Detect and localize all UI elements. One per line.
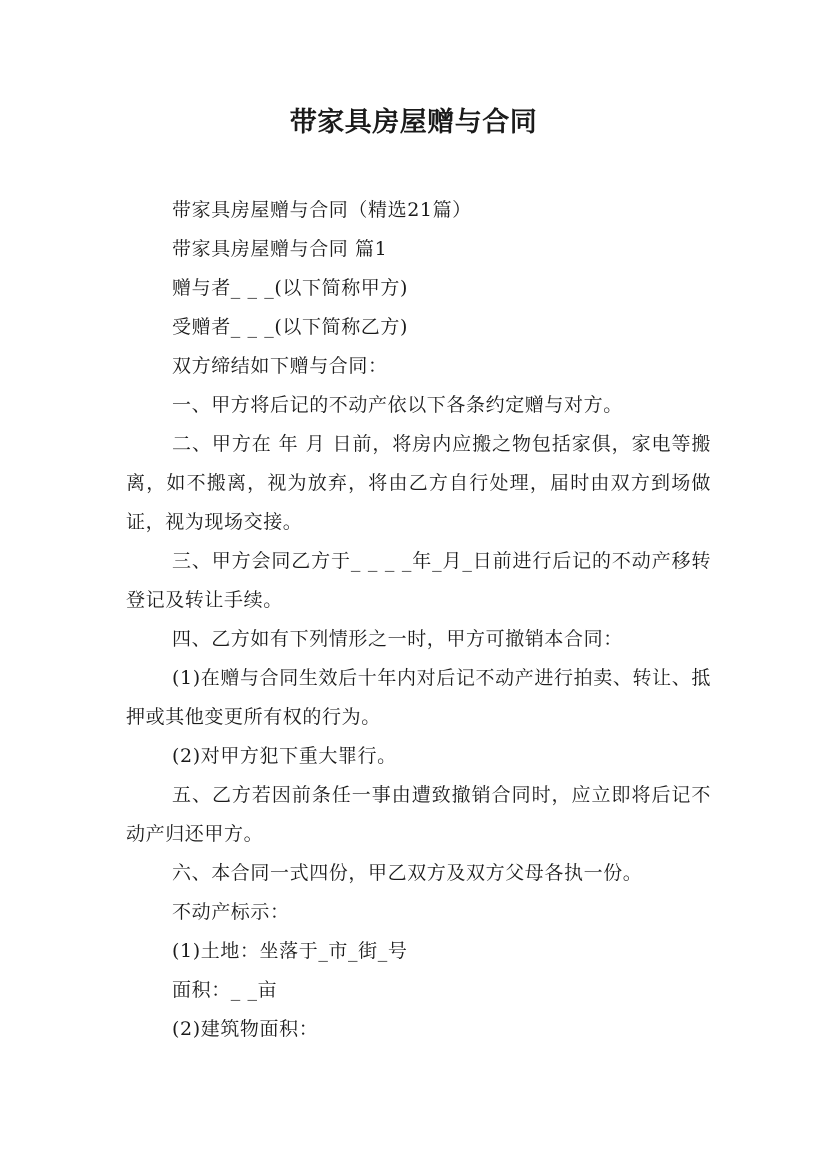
paragraph-intro: 双方缔结如下赠与合同：	[172, 355, 388, 377]
paragraph-clause-4-item-1: (1)在赠与合同生效后十年内对后记不动产进行拍卖、转让、抵押或其他变更所有权的行为。	[126, 667, 711, 728]
paragraph-clause-3: 三、甲方会同乙方于_ _ _ _年_月_日前进行后记的不动产移转登记及转让手续。	[126, 550, 711, 611]
paragraph-clause-6: 六、本合同一式四份，甲乙双方及双方父母各执一份。	[172, 862, 643, 884]
paragraph-property-building: (2)建筑物面积：	[172, 1018, 319, 1040]
paragraph-property-label: 不动产标示：	[172, 901, 290, 923]
paragraph-clause-5: 五、乙方若因前条任一事由遭致撤销合同时，应立即将后记不动产归还甲方。	[126, 784, 711, 845]
paragraph-clause-4: 四、乙方如有下列情形之一时，甲方可撤销本合同：	[172, 628, 623, 650]
paragraph-clause-2: 二、甲方在 年 月 日前，将房内应搬之物包括家俱，家电等搬离，如不搬离，视为放弃，将由乙方自行处理，届时由双方到场做证，视为现场交接。	[126, 433, 711, 533]
paragraph-property-area: 面积：_ _亩	[172, 979, 278, 1001]
paragraph-donee: 受赠者_ _ _(以下简称乙方)	[172, 316, 409, 338]
paragraph-clause-4-item-2: (2)对甲方犯下重大罪行。	[172, 745, 397, 767]
paragraph-property-land: (1)土地：坐落于_市_街_号	[172, 940, 408, 962]
document-title: 带家具房屋赠与合同	[289, 107, 538, 138]
paragraph-section-heading: 带家具房屋赠与合同 篇1	[172, 238, 388, 260]
paragraph-clause-1: 一、甲方将后记的不动产依以下各条约定赠与对方。	[172, 394, 623, 416]
document-body	[126, 191, 711, 1049]
paragraph-subtitle: 带家具房屋赠与合同（精选21篇）	[172, 199, 472, 221]
paragraph-donor: 赠与者_ _ _(以下简称甲方)	[172, 277, 409, 299]
